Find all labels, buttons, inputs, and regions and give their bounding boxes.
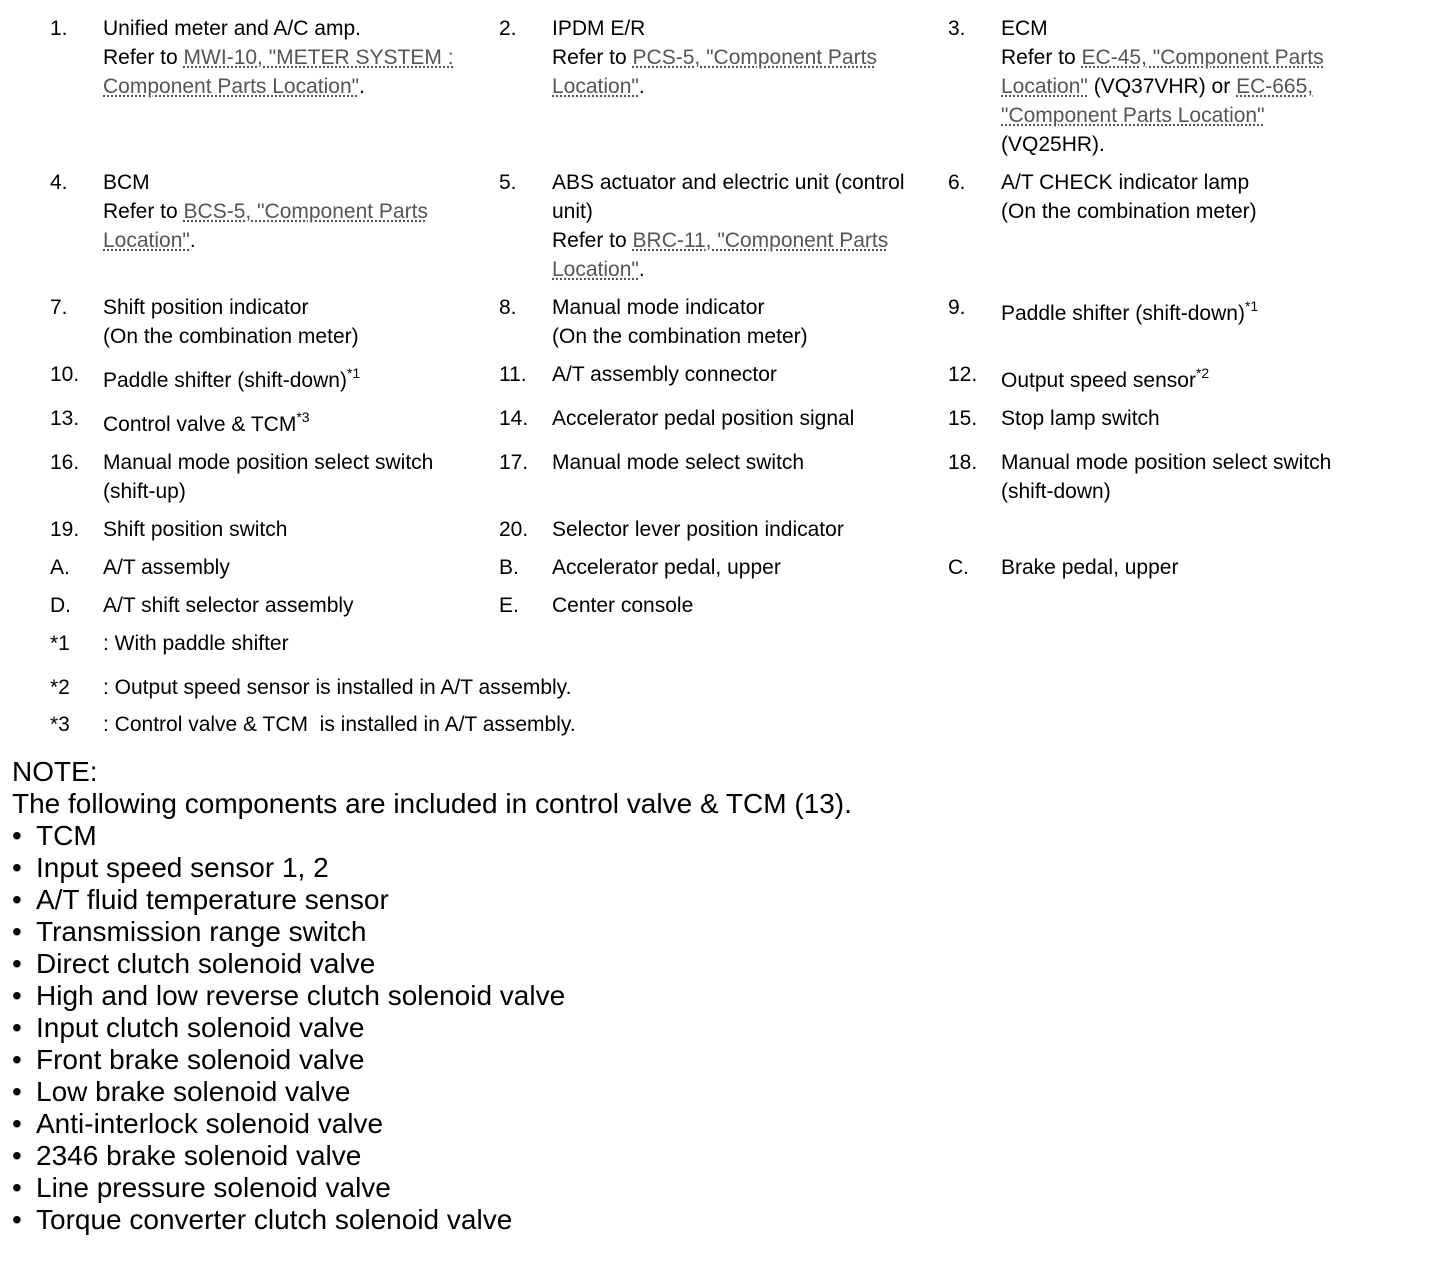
reference-link[interactable]: PCS-5, "Component Parts Location" [552,46,877,98]
bullet-icon: • [12,1108,22,1139]
item-label: Paddle shifter (shift-down) [103,369,347,392]
list-item-text: Transmission range switch [36,916,367,947]
legend-item-15 [948,404,1388,448]
item-text [1001,404,1388,433]
bullet-icon: • [12,980,22,1011]
item-text [103,293,499,351]
list-item [12,852,852,884]
item-number: 13. [50,407,80,430]
item-text [552,591,948,620]
legend-item-1 [50,14,499,168]
list-item-text: Low brake solenoid valve [36,1076,351,1107]
list-item [12,980,852,1012]
legend-item-20 [499,515,948,553]
legend-item-11 [499,360,948,404]
list-item-text: Torque converter clutch solenoid valve [36,1204,513,1235]
item-text [103,14,499,101]
list-item-text: Line pressure solenoid valve [36,1172,391,1203]
item-sublabel: (shift-down) [1001,480,1111,503]
list-item [12,1012,852,1044]
item-number: 20. [499,518,529,541]
item-sublabel: (On the combination meter) [552,325,808,348]
item-label: Shift position indicator [103,296,309,319]
item-text [552,515,948,544]
legend-item-6 [948,168,1388,293]
item-label: Stop lamp switch [1001,407,1160,430]
legend-item-17 [499,448,948,515]
ref-middle: (VQ37VHR) or [1087,75,1237,98]
bullet-icon: • [12,1044,22,1075]
list-item [12,884,852,916]
item-number: 8. [499,296,517,319]
footnote-mark: *1 [50,632,70,655]
item-number: 15. [948,407,978,430]
footnote-3 [50,710,1388,747]
bullet-icon: • [12,1076,22,1107]
refer-to-label: Refer to [103,200,184,223]
item-text [552,553,948,582]
item-number: 17. [499,451,529,474]
item-letter: A. [50,556,70,579]
footnote-1 [50,629,1388,673]
item-label: ABS actuator and electric unit (control unit) [552,171,905,223]
item-text [103,404,499,439]
note-title: NOTE: [12,756,98,787]
bullet-icon: • [12,1204,22,1235]
item-number: 6. [948,171,966,194]
item-letter: E. [499,594,519,617]
item-label: Manual mode indicator [552,296,765,319]
legend-item-2 [499,14,948,168]
item-number: 5. [499,171,517,194]
item-text [552,168,948,284]
item-letter: C. [948,556,969,579]
item-label: Manual mode select switch [552,451,805,474]
reference-link[interactable]: MWI-10, "METER SYSTEM : Component Parts Location" [103,46,454,98]
bullet-icon: • [12,1172,22,1203]
list-item-text: High and low reverse clutch solenoid valve [36,980,566,1011]
item-label: Unified meter and A/C amp. [103,17,361,40]
item-label: A/T assembly [103,556,230,579]
item-label: ECM [1001,17,1048,40]
item-number: 19. [50,518,80,541]
legend-item-19 [50,515,499,553]
list-item [12,820,852,852]
legend-item-16 [50,448,499,515]
item-text [1001,553,1388,582]
item-text [1001,14,1388,159]
list-item-text: Anti-interlock solenoid valve [36,1108,384,1139]
item-label: A/T assembly connector [552,363,777,386]
item-label: Paddle shifter (shift-down) [1001,302,1245,325]
item-number: 18. [948,451,978,474]
item-text [1001,168,1388,226]
reference-link[interactable]: BCS-5, "Component Parts Location" [103,200,428,252]
footnote-ref: *1 [346,365,361,381]
note-intro: The following components are included in control valve & TCM (13). [12,788,852,819]
bullet-icon: • [12,852,22,883]
legend-item-12 [948,360,1388,404]
footnote-ref: *1 [1244,298,1259,314]
bullet-icon: • [12,884,22,915]
item-text [552,448,948,477]
legend-item-7 [50,293,499,360]
legend-item-B [499,553,948,591]
list-item [12,1108,852,1140]
refer-to-label: Refer to [1001,46,1082,69]
bullet-icon: • [12,1012,22,1043]
refer-to-label: Refer to [103,46,184,69]
item-number: 11. [499,363,527,386]
item-number: 12. [948,363,978,386]
item-text [103,360,499,395]
note-section [12,756,852,1236]
legend-item-5 [499,168,948,293]
item-text [103,168,499,255]
item-number: 2. [499,17,517,40]
item-label: A/T shift selector assembly [103,594,354,617]
item-text [552,360,948,389]
legend-item-4 [50,168,499,293]
legend-item-C [948,553,1388,591]
note-component-list [12,820,852,1236]
legend-item-9 [948,293,1388,360]
item-label: Accelerator pedal position signal [552,407,855,430]
item-label: A/T CHECK indicator lamp [1001,171,1250,194]
legend-item-empty [948,591,1388,629]
item-text [552,14,948,101]
footnotes [50,629,1388,747]
reference-link[interactable]: EC-45, "Component Parts Location" [1001,46,1324,98]
bullet-icon: • [12,948,22,979]
item-text [1001,299,1388,328]
footnote-text: : Control valve & TCM is installed in A/T assembly. [103,713,576,736]
footnote-mark: *3 [50,713,70,736]
refer-to-label: Refer to [552,46,633,69]
footnote-text: : With paddle shifter [103,632,289,655]
legend-item-18 [948,448,1388,515]
item-text [103,553,499,582]
bullet-icon: • [12,820,22,851]
item-label: Control valve & TCM [103,413,297,436]
list-item [12,1172,852,1204]
item-sublabel: (shift-up) [103,480,186,503]
legend-item-3 [948,14,1388,168]
item-label: Output speed sensor [1001,369,1196,392]
item-label: Center console [552,594,694,617]
list-item-text: Direct clutch solenoid valve [36,948,376,979]
list-item [12,1044,852,1076]
item-label: IPDM E/R [552,17,646,40]
reference-link-2[interactable]: EC-665, "Component Parts Location" [1001,75,1314,127]
ref-suffix: . [638,75,645,98]
list-item [12,1076,852,1108]
item-label: Selector lever position indicator [552,518,844,541]
ref-suffix: . [359,75,365,98]
refer-to-label: Refer to [552,229,633,252]
item-number: 7. [50,296,68,319]
item-letter: B. [499,556,519,579]
legend-item-E [499,591,948,629]
legend-item-empty [948,515,1388,553]
item-sublabel: (On the combination meter) [103,325,359,348]
list-item-text: TCM [36,820,97,851]
footnote-ref: *3 [296,409,310,425]
footnote-text: : Output speed sensor is installed in A/T assembly. [103,676,572,699]
item-number: 14. [499,407,529,430]
footnote-mark: *2 [50,676,70,699]
item-text [1001,448,1388,506]
list-item [12,916,852,948]
legend-item-10 [50,360,499,404]
item-sublabel: (On the combination meter) [1001,200,1257,223]
item-number: 1. [50,17,68,40]
legend-item-13 [50,404,499,448]
bullet-icon: • [12,1140,22,1171]
list-item-text: Input clutch solenoid valve [36,1012,365,1043]
item-label: Manual mode position select switch [103,451,434,474]
bullet-icon: • [12,916,22,947]
item-label: Brake pedal, upper [1001,556,1179,579]
item-label: Shift position switch [103,518,288,541]
legend-item-14 [499,404,948,448]
ref-suffix: . [638,258,645,281]
footnote-2 [50,673,1388,710]
item-label: Accelerator pedal, upper [552,556,781,579]
item-number: 9. [948,296,966,319]
legend-item-D [50,591,499,629]
item-number: 10. [50,363,80,386]
reference-link[interactable]: BRC-11, "Component Parts Location" [552,229,889,281]
footnote-ref: *2 [1195,365,1210,381]
item-text [103,448,499,506]
item-letter: D. [50,594,71,617]
item-number: 3. [948,17,966,40]
legend-item-8 [499,293,948,360]
list-item [12,1204,852,1236]
item-text [552,404,948,433]
ref-suffix: . [189,229,196,252]
component-legend [50,14,1440,747]
ref-suffix: (VQ25HR). [1001,133,1105,156]
item-label: Manual mode position select switch [1001,451,1332,474]
list-item-text: A/T fluid temperature sensor [36,884,389,915]
item-text [103,591,499,620]
list-item [12,1140,852,1172]
list-item-text: Input speed sensor 1, 2 [36,852,329,883]
item-text [1001,360,1388,395]
legend-item-A [50,553,499,591]
item-label: BCM [103,171,150,194]
item-text [103,515,499,544]
item-text [552,293,948,351]
list-item [12,948,852,980]
item-number: 4. [50,171,68,194]
list-item-text: Front brake solenoid valve [36,1044,365,1075]
list-item-text: 2346 brake solenoid valve [36,1140,362,1171]
item-number: 16. [50,451,80,474]
